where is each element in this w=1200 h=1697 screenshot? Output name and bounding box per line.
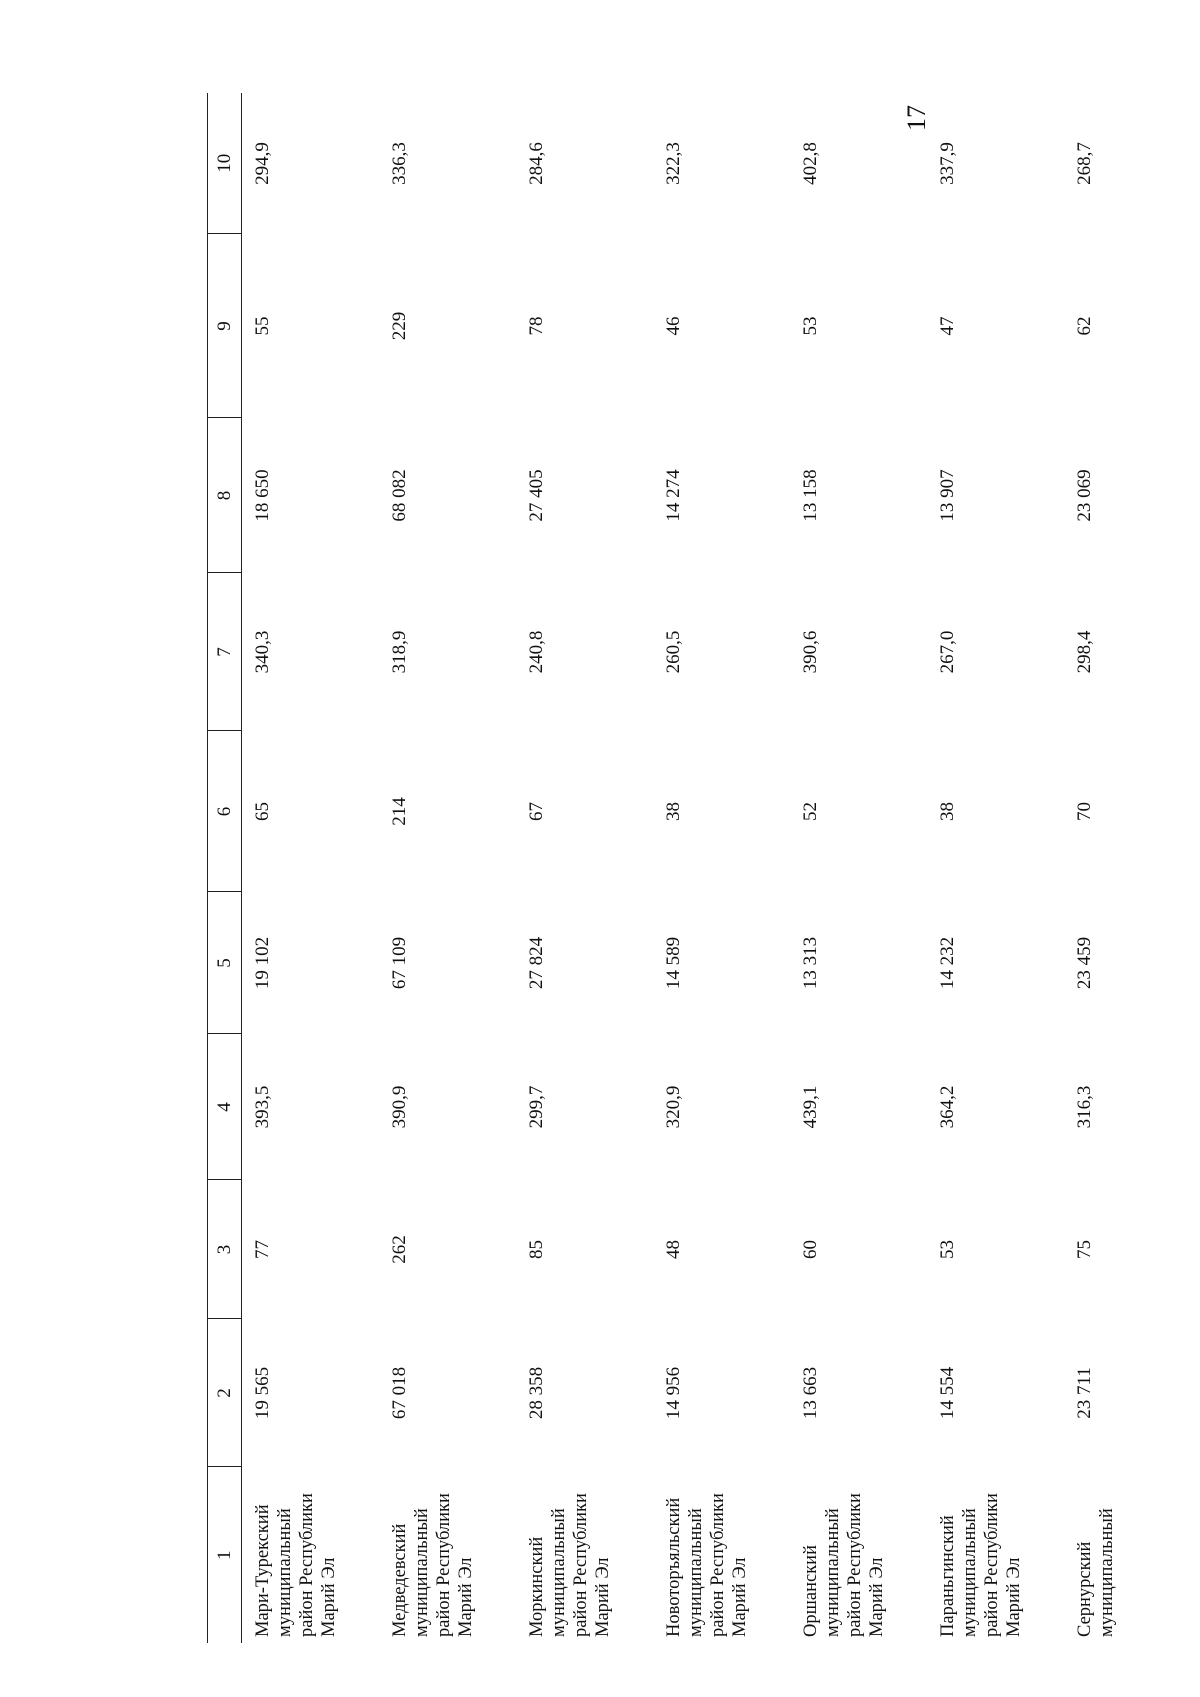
- table-cell: 393,5: [252, 1085, 273, 1129]
- table-cell: 27 405: [526, 469, 547, 522]
- table-row: [379, 93, 516, 1643]
- table-cell: 60: [800, 1240, 821, 1259]
- table-cell: 14 956: [663, 1366, 684, 1420]
- column-header: 9: [208, 234, 242, 418]
- table-cell: 19 565: [252, 1366, 273, 1420]
- table-cell: 214: [389, 797, 410, 826]
- table-cell: 262: [389, 1235, 410, 1264]
- table-cell: 18 650: [252, 469, 273, 522]
- table-cell: 23 459: [1074, 936, 1095, 990]
- table-cell: 298,4: [1074, 630, 1095, 674]
- column-header: 5: [208, 892, 242, 1034]
- table-row: [1064, 93, 1134, 1643]
- table-cell: 28 358: [526, 1366, 547, 1420]
- table-cell: 78: [526, 316, 547, 336]
- table-cell: 267,0: [937, 630, 958, 674]
- table-cell: 439,1: [800, 1085, 821, 1129]
- district-name: Мари-Турекский муниципальный район Республики Марий Эл: [253, 1493, 339, 1637]
- table-cell: 14 232: [937, 936, 958, 990]
- table-cell: 47: [937, 316, 958, 336]
- table-cell: 402,8: [800, 142, 821, 185]
- table-cell: 85: [526, 1240, 547, 1259]
- district-name: Параньгинский муниципальный район Республики Марий Эл: [938, 1493, 1024, 1637]
- table-cell: 260,5: [663, 630, 684, 674]
- table-cell: 13 907: [937, 469, 958, 522]
- table-cell: 364,2: [937, 1085, 958, 1129]
- column-header: 10: [208, 93, 242, 234]
- table-row: [790, 93, 927, 1643]
- table-row: [516, 93, 653, 1643]
- table-cell: 284,6: [526, 142, 547, 185]
- table-cell: 318,9: [389, 630, 410, 674]
- table-cell: 14 554: [937, 1366, 958, 1420]
- table-cell: 53: [937, 1240, 958, 1259]
- district-name: Медведевский муниципальный район Республики Марий Эл: [390, 1493, 476, 1637]
- column-header: 3: [208, 1180, 242, 1319]
- district-name: Новоторъяльский муниципальный район Республики Марий Эл: [664, 1493, 750, 1637]
- table-cell: 67: [526, 802, 547, 821]
- table-cell: 77: [252, 1240, 273, 1259]
- table-cell: 14 589: [663, 936, 684, 990]
- table-row: [927, 93, 1064, 1643]
- table-cell: 268,7: [1074, 142, 1095, 185]
- table-cell: 68 082: [389, 469, 410, 522]
- table-cell: 67 109: [389, 936, 410, 990]
- table-cell: 19 102: [252, 936, 273, 990]
- table-cell: 70: [1074, 802, 1095, 821]
- table-cell: 337,9: [937, 142, 958, 185]
- table-cell: 320,9: [663, 1085, 684, 1129]
- statistics-table: [207, 93, 1134, 1643]
- rotated-table-container: [207, 93, 1117, 1643]
- column-header: 2: [208, 1319, 242, 1467]
- header-row: [208, 93, 242, 1643]
- table-cell: 13 663: [800, 1366, 821, 1420]
- table-cell: 14 274: [663, 469, 684, 522]
- column-header: 6: [208, 731, 242, 892]
- table-cell: 53: [800, 316, 821, 336]
- page-number: 17: [902, 105, 931, 131]
- table-cell: 75: [1074, 1240, 1095, 1259]
- district-name: Сернурский муниципальный: [1075, 1508, 1117, 1637]
- table-cell: 62: [1074, 316, 1095, 336]
- table-cell: 240,8: [526, 630, 547, 674]
- column-header: 4: [208, 1034, 242, 1180]
- district-name: Оршанский муниципальный район Республики Марий Эл: [801, 1493, 887, 1637]
- column-header: 8: [208, 418, 242, 573]
- district-name: Моркинский муниципальный район Республики Марий Эл: [527, 1493, 613, 1637]
- table-cell: 390,6: [800, 630, 821, 674]
- table-cell: 48: [663, 1240, 684, 1259]
- table-cell: 23 711: [1074, 1367, 1095, 1419]
- table-cell: 390,9: [389, 1085, 410, 1129]
- table-cell: 229: [389, 311, 410, 341]
- table-cell: 316,3: [1074, 1085, 1095, 1129]
- table-row: [242, 93, 380, 1643]
- table-cell: 340,3: [252, 630, 273, 674]
- table-cell: 23 069: [1074, 469, 1095, 522]
- table-cell: 38: [663, 802, 684, 821]
- table-cell: 52: [800, 802, 821, 821]
- table-cell: 65: [252, 802, 273, 821]
- table-cell: 322,3: [663, 142, 684, 185]
- table-cell: 299,7: [526, 1085, 547, 1129]
- column-header: 7: [208, 573, 242, 731]
- table-cell: 55: [252, 316, 273, 336]
- table-cell: 13 158: [800, 469, 821, 522]
- table-cell: 294,9: [252, 142, 273, 185]
- table-cell: 336,3: [389, 142, 410, 185]
- table-cell: 27 824: [526, 936, 547, 990]
- table-cell: 38: [937, 802, 958, 821]
- table-cell: 67 018: [389, 1366, 410, 1420]
- column-header: 1: [208, 1467, 242, 1643]
- table-row: [653, 93, 790, 1643]
- table-cell: 13 313: [800, 936, 821, 990]
- table-cell: 46: [663, 316, 684, 336]
